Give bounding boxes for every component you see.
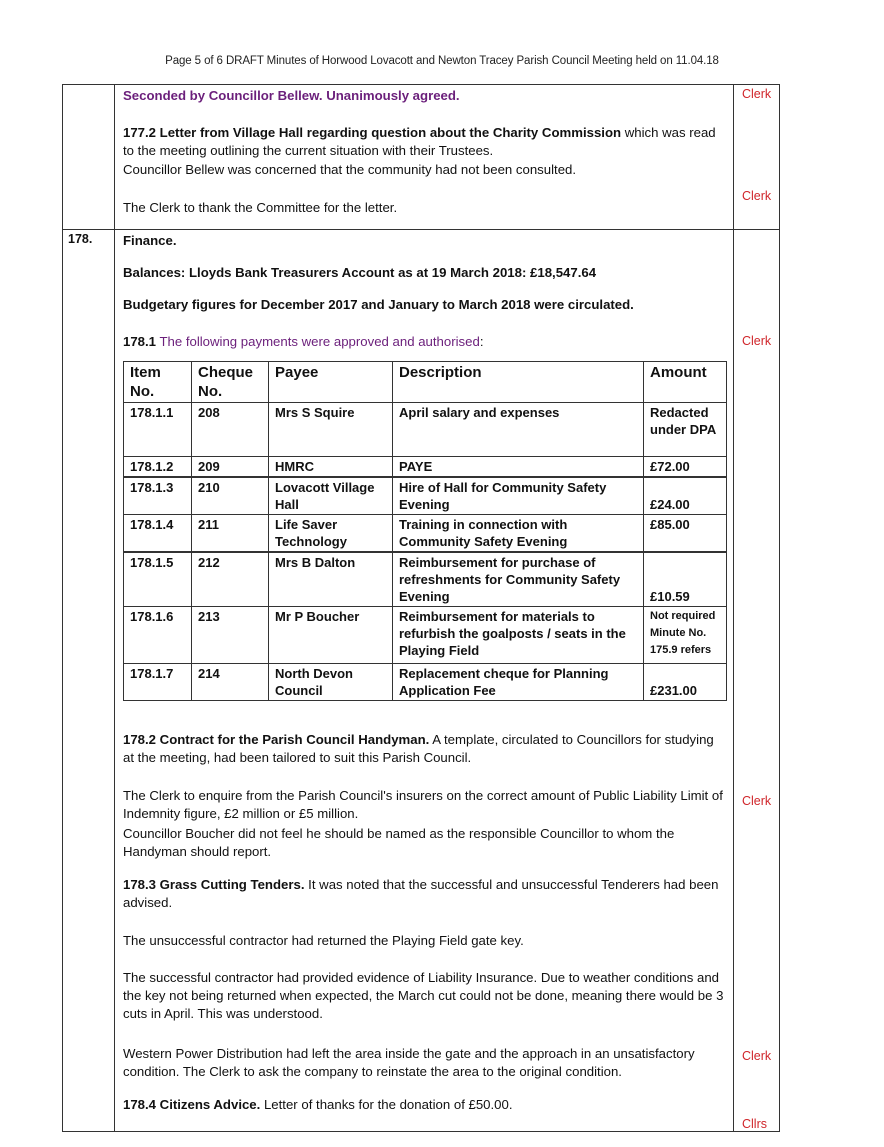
balances: Balances: Lloyds Bank Treasurers Account as at 19 March 2018: £18,547.64 xyxy=(123,265,597,280)
header-amount: Amount xyxy=(644,362,727,403)
header-item-no: Item No. xyxy=(124,362,192,403)
item-no: 178.1.5 xyxy=(124,552,192,607)
gate-key-returned: The unsuccessful contractor had returned the Playing Field gate key. xyxy=(123,933,524,948)
item-177-2-concern: Councillor Bellew was concerned that the community had not been consulted. xyxy=(123,162,577,177)
action-clerk: Clerk xyxy=(742,334,772,348)
payee: Mr P Boucher xyxy=(269,607,393,664)
item-no: 178.1.1 xyxy=(124,403,192,457)
councillor-boucher-note: Councillor Boucher did not feel he should be named as the responsible Councillor to whom the Handyman should report. xyxy=(123,826,675,859)
table-row xyxy=(124,477,727,515)
western-power-note: Western Power Distribution had left the area inside the gate and the approach in an unsatisfactory condition. The Clerk to ask the company to reinstate the area to the original condition. xyxy=(123,1046,695,1079)
item-178-2-body: A template, circulated to Councillors for studying at the meeting, had been tailored to suit this Parish Council. xyxy=(123,732,714,765)
amount: Redacted under DPA xyxy=(644,403,727,457)
payee: Lovacott Village Hall xyxy=(269,477,393,515)
row-divider xyxy=(62,229,780,230)
item-178-2-title: 178.2 Contract for the Parish Council Handyman. xyxy=(123,732,430,747)
table-row xyxy=(124,457,727,478)
cheque-no: 213 xyxy=(192,607,269,664)
description: April salary and expenses xyxy=(393,403,644,457)
cheque-no: 208 xyxy=(192,403,269,457)
action-clerk: Clerk xyxy=(742,794,772,808)
item-177-2-body: which was read to the meeting outlining the current situation with their Trustees. xyxy=(123,125,716,158)
item-no: 178.1.6 xyxy=(124,607,192,664)
payments-header-row xyxy=(124,362,727,403)
description: Replacement cheque for Planning Application Fee xyxy=(393,664,644,701)
payee: Life Saver Technology xyxy=(269,515,393,553)
item-178-4-title: 178.4 Citizens Advice. xyxy=(123,1097,261,1112)
header-description: Description xyxy=(393,362,644,403)
action-councillors: Cllrs xyxy=(742,1117,767,1131)
item-178-4 xyxy=(123,1096,728,1114)
page-header: Page 5 of 6 DRAFT Minutes of Horwood Lovacott and Newton Tracey Parish Council Meeting held on 11.04.18 xyxy=(165,55,719,67)
action-clerk: Clerk xyxy=(742,87,772,101)
payee: Mrs B Dalton xyxy=(269,552,393,607)
item-177-2 xyxy=(123,124,728,160)
cheque-no: 214 xyxy=(192,664,269,701)
item-178-3 xyxy=(123,876,728,912)
insurers-enquiry: The Clerk to enquire from the Parish Council's insurers on the correct amount of Public Liability Limit of Indemnity figure, £2 million or £5 million. xyxy=(123,788,723,821)
table-row xyxy=(124,403,727,457)
description: Hire of Hall for Community Safety Evening xyxy=(393,477,644,515)
cheque-no: 210 xyxy=(192,477,269,515)
item-178-3-title: 178.3 Grass Cutting Tenders. xyxy=(123,877,305,892)
payee: HMRC xyxy=(269,457,393,478)
payee: Mrs S Squire xyxy=(269,403,393,457)
item-no: 178.1.4 xyxy=(124,515,192,553)
item-no: 178.1.2 xyxy=(124,457,192,478)
description: Reimbursement for purchase of refreshments for Community Safety Evening xyxy=(393,552,644,607)
column-divider-number xyxy=(114,84,115,1132)
item-178-1-number: 178.1 xyxy=(123,334,157,349)
amount: £72.00 xyxy=(644,457,727,478)
item-no: 178.1.3 xyxy=(124,477,192,515)
amount: £231.00 xyxy=(644,664,727,701)
header-payee: Payee xyxy=(269,362,393,403)
successful-contractor: The successful contractor had provided evidence of Liability Insurance. Due to weather conditions and the key not being returned when expected, the March cut could not be done, meaning there would be 3 cuts in April. This was understood. xyxy=(123,970,724,1021)
item-178-1-text: The following payments were approved and authorised xyxy=(156,334,480,349)
item-178-4-body: Letter of thanks for the donation of £50.00. xyxy=(260,1097,513,1112)
item-178-1 xyxy=(123,333,728,351)
thank-committee: The Clerk to thank the Committee for the letter. xyxy=(123,200,398,215)
item-number-178: 178. xyxy=(68,232,93,246)
action-clerk: Clerk xyxy=(742,1049,772,1063)
item-177-2-title: 177.2 Letter from Village Hall regarding question about the Charity Commission xyxy=(123,125,622,140)
description: Reimbursement for materials to refurbish the goalposts / seats in the Playing Field xyxy=(393,607,644,664)
seconded-text: Seconded by Councillor Bellew. Unanimously agreed. xyxy=(123,88,460,103)
amount: £10.59 xyxy=(644,552,727,607)
amount: £85.00 xyxy=(644,515,727,553)
table-row xyxy=(124,607,727,664)
finance-heading: Finance. xyxy=(123,233,177,248)
column-divider-action xyxy=(733,84,734,1132)
item-178-3-body: It was noted that the successful and unsuccessful Tenderers had been advised. xyxy=(123,877,719,910)
amount: £24.00 xyxy=(644,477,727,515)
description: Training in connection with Community Safety Evening xyxy=(393,515,644,553)
table-row xyxy=(124,664,727,701)
item-178-1-colon: : xyxy=(479,334,484,349)
action-clerk: Clerk xyxy=(742,189,772,203)
budgetary-figures: Budgetary figures for December 2017 and January to March 2018 were circulated. xyxy=(123,297,634,312)
cheque-no: 211 xyxy=(192,515,269,553)
header-cheque-no: Cheque No. xyxy=(192,362,269,403)
payments-table xyxy=(123,361,727,701)
description: PAYE xyxy=(393,457,644,478)
item-no: 178.1.7 xyxy=(124,664,192,701)
cheque-no: 212 xyxy=(192,552,269,607)
item-178-2 xyxy=(123,731,728,767)
cheque-no: 209 xyxy=(192,457,269,478)
table-row xyxy=(124,515,727,553)
payee: North Devon Council xyxy=(269,664,393,701)
amount: Not required Minute No. 175.9 refers xyxy=(644,607,727,664)
table-row xyxy=(124,552,727,607)
